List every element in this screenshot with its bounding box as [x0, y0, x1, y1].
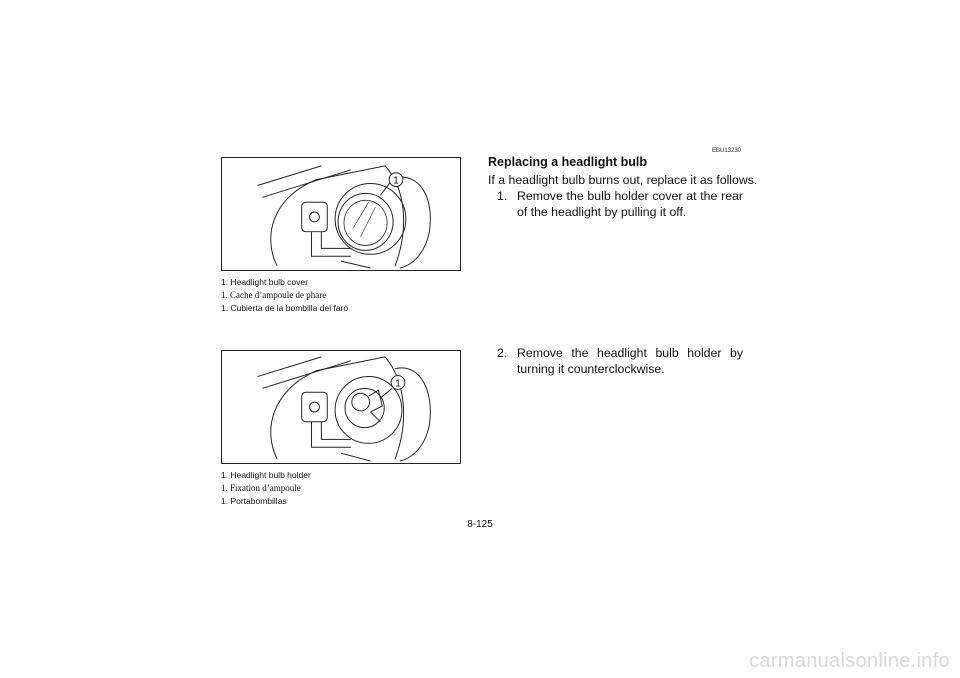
step-2-text: Remove the headlight bulb holder by turning it counterclockwise. — [517, 346, 743, 376]
step-2 — [497, 345, 743, 377]
step-2-number: 2. — [497, 346, 508, 360]
figure1-callout: 1 — [393, 175, 399, 187]
figure1-caption-fr: 1. Cache d’ampoule de phare — [221, 290, 327, 300]
watermark: carmanualsonline.info — [749, 650, 950, 672]
section-intro: If a headlight bulb burns out, replace it as follows. — [488, 173, 758, 187]
figure2-caption-es: 1. Portabombillas — [221, 496, 287, 506]
step-1-number: 1. — [497, 189, 508, 203]
step-1-text: Remove the bulb holder cover at the rear of the headlight by pulling it off. — [517, 189, 743, 219]
figure-headlight-bulb-holder — [221, 350, 461, 464]
figure-headlight-bulb-cover — [221, 157, 461, 271]
page-number: 8-125 — [467, 519, 493, 530]
figure2-caption-fr: 1. Fixation d’ampoule — [221, 483, 301, 493]
figure1-caption-en: 1. Headlight bulb cover — [221, 277, 308, 287]
illustration-headlight-holder — [222, 351, 460, 463]
step-1 — [497, 188, 743, 220]
figure1-caption-es: 1. Cubierta de la bombilla del faro — [221, 303, 349, 313]
figure2-caption-en: 1. Headlight bulb holder — [221, 470, 311, 480]
illustration-headlight-cover — [222, 158, 460, 270]
section-title: Replacing a headlight bulb — [488, 155, 648, 169]
section-code: EBU13230 — [712, 148, 742, 154]
figure2-callout: 1 — [395, 378, 401, 390]
